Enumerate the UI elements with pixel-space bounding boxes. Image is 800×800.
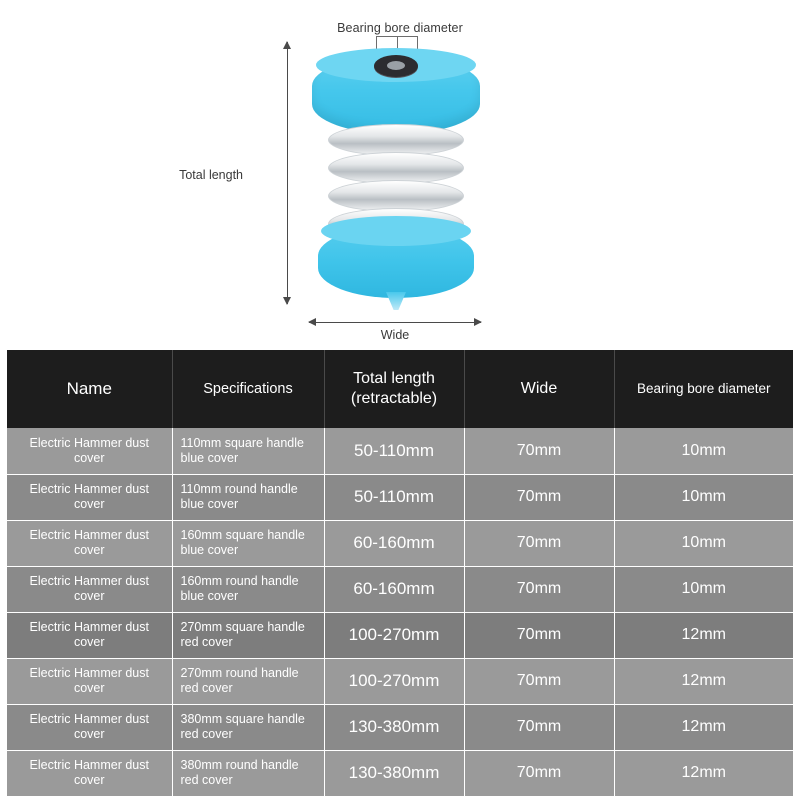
table-header-row [7, 350, 793, 428]
cell-specification: 270mm square handle red cover [172, 612, 324, 658]
cell-name: Electric Hammer dust cover [7, 704, 172, 750]
cell-total-length: 130-380mm [324, 704, 464, 750]
cell-bore: 10mm [614, 428, 793, 474]
table-row [7, 474, 793, 520]
specification-table [7, 350, 793, 797]
table-row [7, 612, 793, 658]
cell-wide: 70mm [464, 520, 614, 566]
top-cap [312, 56, 480, 134]
bearing-hub [374, 55, 418, 77]
cell-bore: 12mm [614, 658, 793, 704]
cell-bore: 10mm [614, 474, 793, 520]
table-row [7, 658, 793, 704]
dust-cover-product-image [312, 46, 480, 308]
product-illustration [0, 0, 800, 348]
cell-specification: 380mm square handle red cover [172, 704, 324, 750]
table-row [7, 428, 793, 474]
cell-name: Electric Hammer dust cover [7, 750, 172, 796]
cell-bore: 12mm [614, 704, 793, 750]
cell-bore: 10mm [614, 566, 793, 612]
column-header-wide: Wide [464, 350, 614, 428]
cell-total-length: 100-270mm [324, 612, 464, 658]
cell-bore: 12mm [614, 750, 793, 796]
wide-label: Wide [380, 328, 410, 342]
cell-total-length: 60-160mm [324, 566, 464, 612]
cell-total-length: 100-270mm [324, 658, 464, 704]
column-header-name: Name [7, 350, 172, 428]
table-row [7, 750, 793, 796]
cell-wide: 70mm [464, 612, 614, 658]
cell-specification: 110mm round handle blue cover [172, 474, 324, 520]
total-length-label: Total length [179, 168, 243, 182]
total-length-dimension-arrow [287, 42, 288, 304]
cell-name: Electric Hammer dust cover [7, 566, 172, 612]
table-body [7, 428, 793, 796]
cell-wide: 70mm [464, 750, 614, 796]
cell-name: Electric Hammer dust cover [7, 428, 172, 474]
table-row [7, 566, 793, 612]
cell-total-length: 50-110mm [324, 474, 464, 520]
cell-name: Electric Hammer dust cover [7, 612, 172, 658]
cell-name: Electric Hammer dust cover [7, 474, 172, 520]
cell-bore: 12mm [614, 612, 793, 658]
cell-name: Electric Hammer dust cover [7, 658, 172, 704]
cell-wide: 70mm [464, 474, 614, 520]
cell-wide: 70mm [464, 428, 614, 474]
cell-wide: 70mm [464, 704, 614, 750]
cell-specification: 380mm round handle red cover [172, 750, 324, 796]
table-header [7, 350, 793, 428]
column-header-total-length: Total length (retractable) [324, 350, 464, 428]
column-header-bearing-bore-diameter: Bearing bore diameter [614, 350, 793, 428]
bearing-bore-diameter-label: Bearing bore diameter [337, 21, 463, 35]
bottom-cap [318, 226, 474, 298]
cell-total-length: 50-110mm [324, 428, 464, 474]
cell-total-length: 60-160mm [324, 520, 464, 566]
column-header-specifications: Specifications [172, 350, 324, 428]
cell-name: Electric Hammer dust cover [7, 520, 172, 566]
table-row [7, 520, 793, 566]
cell-bore: 10mm [614, 520, 793, 566]
wide-dimension-arrow [309, 322, 481, 323]
cell-wide: 70mm [464, 566, 614, 612]
cell-total-length: 130-380mm [324, 750, 464, 796]
table-row [7, 704, 793, 750]
cell-specification: 110mm square handle blue cover [172, 428, 324, 474]
cell-wide: 70mm [464, 658, 614, 704]
cell-specification: 160mm round handle blue cover [172, 566, 324, 612]
specification-table-wrapper [7, 350, 793, 797]
bottom-stem [386, 292, 406, 310]
cell-specification: 160mm square handle blue cover [172, 520, 324, 566]
cell-specification: 270mm round handle red cover [172, 658, 324, 704]
